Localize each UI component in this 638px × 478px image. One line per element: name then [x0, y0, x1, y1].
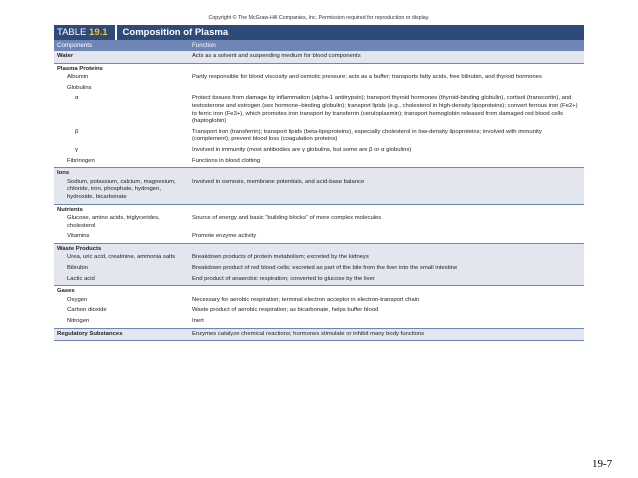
column-header-row — [54, 40, 584, 51]
section-ions — [54, 168, 584, 203]
table-row — [54, 158, 584, 168]
table-row — [54, 254, 584, 262]
component-cell: Water — [57, 53, 74, 59]
function-cell: Involved in osmosis, membrane potentials, and acid-base balance — [192, 178, 365, 185]
function-cell: Necessary for aerobic respiration; terminal electron acceptor in electron-transport chain — [192, 296, 420, 303]
column-header-components: Components — [57, 42, 93, 49]
component-cell: Glucose, amino acids, triglycerides, cholesterol — [67, 215, 160, 229]
function-cell: Enzymes catalyze chemical reactions; hormones stimulate or inhibit many body functions — [192, 330, 425, 337]
section-heading: Gases — [57, 288, 75, 295]
table-row — [54, 95, 584, 125]
component-cell: Oxygen — [67, 296, 88, 303]
function-cell: End product of anaerobic respiration; converted to glucose by the liver — [192, 275, 375, 282]
component-cell: α — [75, 95, 79, 102]
component-cell: Vitamins — [67, 233, 90, 240]
table-row — [54, 233, 584, 243]
component-cell: Sodium, potassium, calcium, magnesium, chloride, iron, phosphate, hydrogen, hydroxide, bicarbonate — [67, 178, 176, 200]
function-cell: Acts as a solvent and suspending medium for blood components — [192, 53, 361, 59]
component-cell: Nitrogen — [67, 318, 90, 325]
table-label-word: TABLE — [57, 27, 87, 38]
component-cell: Carbon dioxide — [67, 307, 107, 314]
table-row-regulatory — [54, 329, 584, 341]
function-cell: Breakdown product of red blood cells; excreted as part of the bile from the liver into the small intestine — [192, 265, 458, 272]
table-row — [54, 129, 584, 144]
row-divider — [54, 340, 584, 341]
table-title: Composition of Plasma — [122, 27, 229, 38]
table-label — [54, 25, 117, 40]
section-nutrients — [54, 205, 584, 243]
component-cell: Regulatory Substances — [57, 330, 123, 337]
function-cell: Promote enzyme activity — [192, 233, 257, 240]
component-cell: Urea, uric acid, creatinine, ammonia salts — [67, 254, 176, 261]
table-row — [54, 179, 584, 204]
component-cell: Globulins — [67, 84, 92, 91]
table-row — [54, 147, 584, 155]
column-header-function: Function — [192, 42, 216, 49]
section-waste-products — [54, 244, 584, 285]
component-cell: Bilirubin — [67, 265, 88, 272]
table-row — [54, 74, 584, 82]
table-row — [54, 265, 584, 273]
table-row — [54, 297, 584, 305]
table-row — [54, 85, 584, 93]
table-row — [54, 307, 584, 315]
component-cell: γ — [75, 146, 78, 153]
function-cell: Waste product of aerobic respiration; as bicarbonate, helps buffer blood — [192, 307, 379, 314]
component-cell: β — [75, 128, 79, 135]
component-cell: Albumin — [67, 74, 89, 81]
component-cell: Fibrinogen — [67, 157, 95, 164]
function-cell: Protect tissues from damage by inflammation (alpha-1 antitrypsin); transport thyroid hormones (thyroid-binding globulin), cortisol (transcortin), and testosterone and estrogen (sex hormone–binding globulin); transport lipids (e.g., cholesterol in high-density lipoproteins); convert ferrous iron (Fe2+) to ferric iron (Fe3+), which promotes iron transport by transferrin (ceruloplasmin); transport hemoglobin released from damaged red blood cells (haptoglobin) — [192, 95, 578, 125]
function-cell: Breakdown products of protein metabolism; excreted by the kidneys — [192, 254, 369, 261]
section-heading: Nutrients — [57, 206, 83, 213]
function-cell: Inert — [192, 318, 204, 325]
function-cell: Partly responsible for blood viscosity and osmotic pressure; acts as a buffer; transports fatty acids, free bilirubin, and thyroid hormones — [192, 74, 542, 81]
function-cell: Functions in blood clotting — [192, 157, 261, 164]
section-plasma-proteins — [54, 64, 584, 168]
function-cell: Source of energy and basic “building blocks” of more complex molecules — [192, 215, 382, 222]
function-cell: Involved in immunity (most antibodies are γ globulins, but some are β or α globulins) — [192, 146, 412, 153]
component-cell: Lactic acid — [67, 275, 95, 282]
table-title-bar — [54, 25, 584, 40]
table-row — [54, 276, 584, 286]
table-row — [54, 215, 584, 230]
plasma-composition-table — [54, 25, 584, 341]
function-cell: Transport iron (transferrin); transport lipids (beta-lipoproteins), especially cholesterol in low-density lipoproteins; involved with immunity (complement); prevent blood loss (coagulation proteins) — [192, 128, 542, 143]
copyright-notice: Copyright © The McGraw-Hill Companies, Inc. Permission required for reproduction or display. — [208, 15, 430, 21]
table-label-number: 19.1 — [89, 27, 108, 38]
table-row — [54, 318, 584, 328]
section-heading: Waste Products — [57, 245, 102, 252]
section-heading: Plasma Proteins — [57, 65, 103, 72]
section-gases — [54, 286, 584, 327]
section-heading: Ions — [57, 170, 70, 177]
table-row-water — [54, 51, 584, 63]
slide-number: 19-7 — [592, 458, 613, 470]
